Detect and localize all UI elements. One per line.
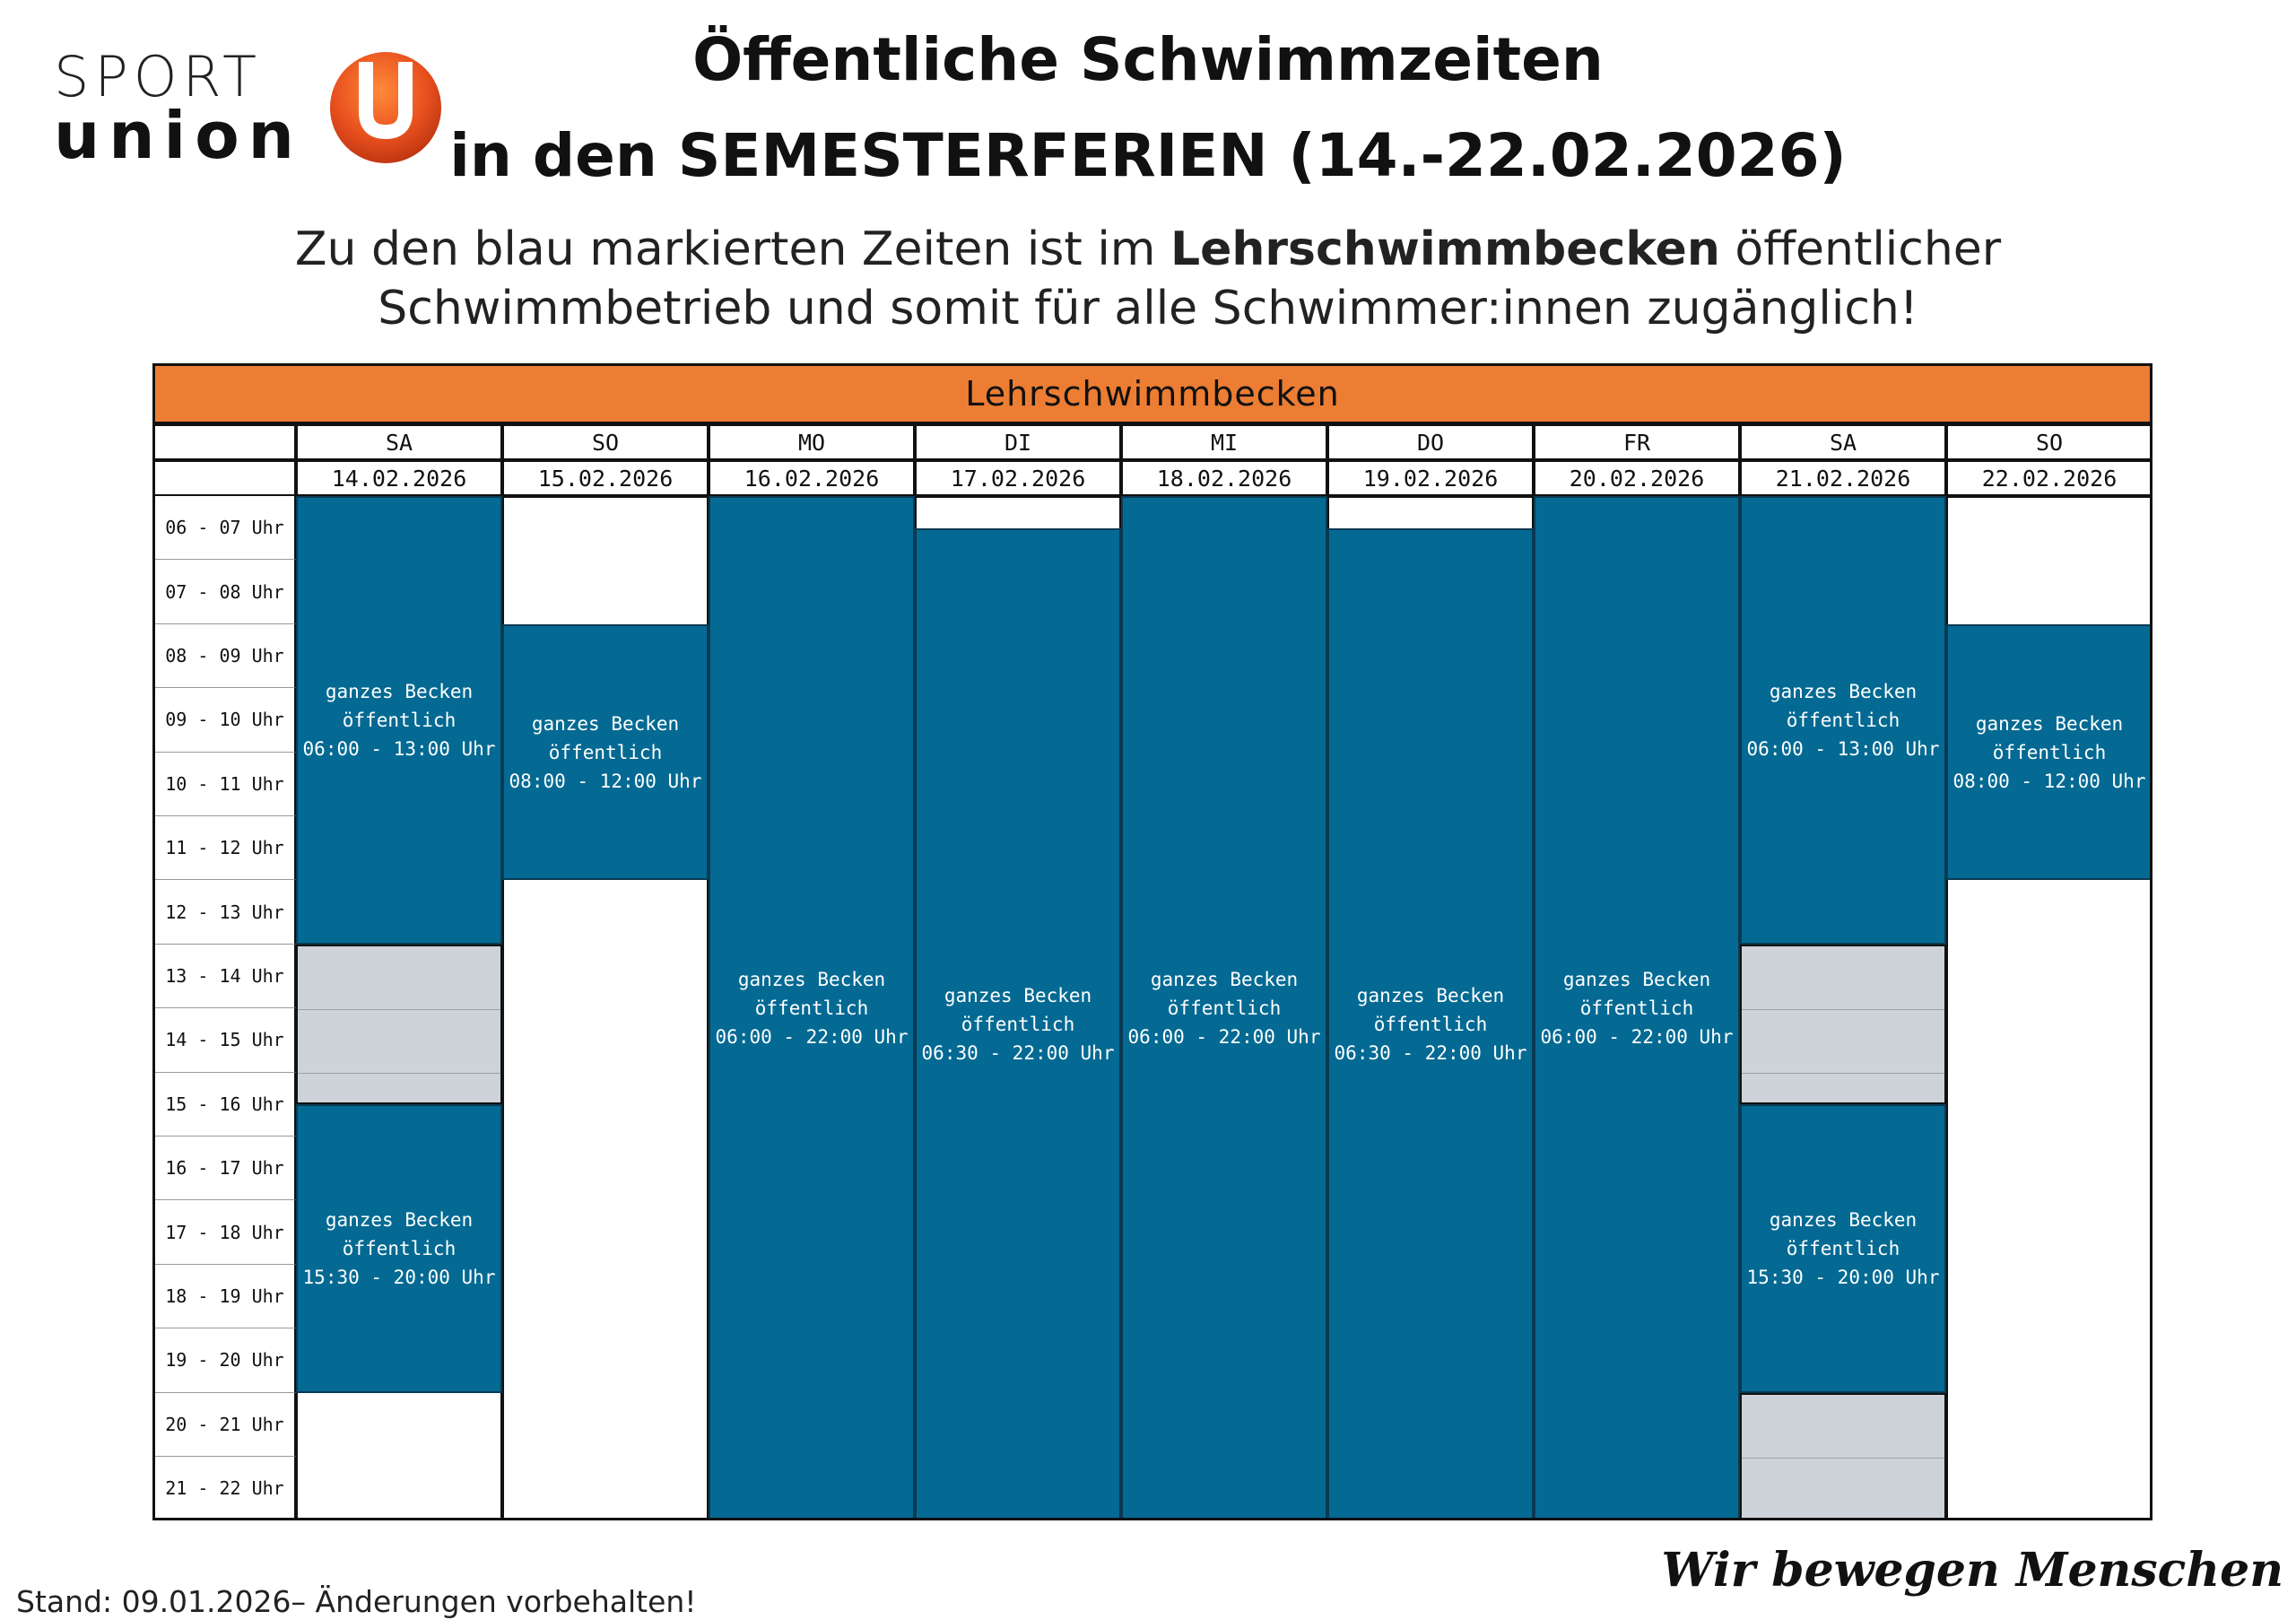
subtitle: [179, 220, 2117, 338]
hour-label: 10 - 11 Uhr: [152, 753, 296, 816]
block-label: ganzes Becken: [531, 712, 680, 735]
hour-label: 12 - 13 Uhr: [152, 880, 296, 944]
pool-header: Lehrschwimmbecken: [152, 363, 2152, 424]
block-label: ganzes Becken: [1562, 969, 1711, 991]
day-header: SA: [1740, 424, 1946, 460]
hour-label: 13 - 14 Uhr: [152, 945, 296, 1008]
date-header: 22.02.2026: [1946, 460, 2152, 496]
public-swim-block: [1946, 624, 2152, 881]
public-swim-block: [502, 624, 709, 881]
schedule-table: [152, 363, 2152, 1520]
date-header: 18.02.2026: [1121, 460, 1327, 496]
date-header: 19.02.2026: [1327, 460, 1534, 496]
block-time: 15:30 - 20:00 Uhr: [302, 1266, 496, 1288]
subtitle-part2: öffentlicher: [1719, 222, 2002, 276]
block-label: ganzes Becken: [1150, 969, 1299, 991]
block-label: öffentlich: [1786, 709, 1900, 731]
block-time: 08:00 - 12:00 Uhr: [509, 770, 702, 792]
logo-text-sport: SPORT: [54, 44, 262, 109]
block-label: ganzes Becken: [325, 1208, 474, 1231]
closed-block: [1740, 1393, 1946, 1521]
block-label: öffentlich: [548, 741, 663, 763]
block-label: öffentlich: [1992, 741, 2107, 763]
footer-stand: Stand: 09.01.2026– Änderungen vorbehalten!: [16, 1584, 697, 1619]
day-header: SO: [502, 424, 709, 460]
block-label: öffentlich: [342, 1237, 457, 1259]
day-header: MI: [1121, 424, 1327, 460]
public-swim-block: [296, 496, 502, 945]
page-title-line2: in den SEMESTERFERIEN (14.-22.02.2026): [449, 121, 1847, 190]
hour-label: 15 - 16 Uhr: [152, 1073, 296, 1137]
date-header: 20.02.2026: [1534, 460, 1740, 496]
day-header: MO: [709, 424, 915, 460]
block-label: öffentlich: [342, 709, 457, 731]
hour-label: 16 - 17 Uhr: [152, 1137, 296, 1200]
block-label: öffentlich: [1786, 1237, 1900, 1259]
block-label: ganzes Becken: [325, 680, 474, 702]
block-label: ganzes Becken: [1769, 680, 1918, 702]
block-time: 06:00 - 13:00 Uhr: [302, 737, 496, 760]
footer-slogan: Wir bewegen Menschen: [1661, 1543, 2283, 1598]
date-header: 16.02.2026: [709, 460, 915, 496]
header-corner-day: [152, 424, 296, 460]
block-label: öffentlich: [1373, 1014, 1488, 1036]
block-time: 06:30 - 22:00 Uhr: [921, 1042, 1115, 1065]
hour-label: 18 - 19 Uhr: [152, 1265, 296, 1328]
date-header: 21.02.2026: [1740, 460, 1946, 496]
block-label: öffentlich: [1579, 997, 1694, 1020]
subtitle-bold: Lehrschwimmbecken: [1170, 222, 1720, 276]
block-label: ganzes Becken: [737, 969, 886, 991]
public-swim-block: [1740, 1104, 1946, 1392]
subtitle-line2: Schwimmbetrieb und somit für alle Schwimmer:innen zugänglich!: [378, 282, 1918, 335]
day-header: DO: [1327, 424, 1534, 460]
block-label: ganzes Becken: [1356, 985, 1505, 1007]
block-time: 06:30 - 22:00 Uhr: [1334, 1042, 1527, 1065]
block-time: 06:00 - 22:00 Uhr: [1540, 1026, 1734, 1049]
hour-label: 20 - 21 Uhr: [152, 1393, 296, 1457]
date-header: 14.02.2026: [296, 460, 502, 496]
day-header: SA: [296, 424, 502, 460]
public-swim-block: [1534, 496, 1740, 1520]
closed-block: [1740, 945, 1946, 1105]
block-label: öffentlich: [754, 997, 869, 1020]
header-corner-date: [152, 460, 296, 496]
block-label: ganzes Becken: [944, 985, 1092, 1007]
hour-label: 17 - 18 Uhr: [152, 1200, 296, 1264]
block-time: 06:00 - 22:00 Uhr: [715, 1026, 909, 1049]
block-label: ganzes Becken: [1975, 712, 2124, 735]
closed-block: [296, 945, 502, 1105]
hour-label: 19 - 20 Uhr: [152, 1328, 296, 1392]
hour-label: 07 - 08 Uhr: [152, 560, 296, 623]
public-swim-block: [1327, 528, 1534, 1521]
block-time: 06:00 - 13:00 Uhr: [1746, 737, 1940, 760]
public-swim-block: [1740, 496, 1946, 945]
hour-label: 06 - 07 Uhr: [152, 496, 296, 560]
block-time: 06:00 - 22:00 Uhr: [1127, 1026, 1321, 1049]
day-header: SO: [1946, 424, 2152, 460]
hour-label: 21 - 22 Uhr: [152, 1457, 296, 1520]
day-header: FR: [1534, 424, 1740, 460]
date-header: 17.02.2026: [915, 460, 1121, 496]
logo-text-union: union: [54, 98, 303, 173]
page-title-line1: Öffentliche Schwimmzeiten: [692, 25, 1604, 94]
block-time: 08:00 - 12:00 Uhr: [1952, 770, 2146, 792]
hour-label: 14 - 15 Uhr: [152, 1008, 296, 1072]
block-label: öffentlich: [1167, 997, 1282, 1020]
date-header: 15.02.2026: [502, 460, 709, 496]
block-label: ganzes Becken: [1769, 1208, 1918, 1231]
block-time: 15:30 - 20:00 Uhr: [1746, 1266, 1940, 1288]
hour-label: 09 - 10 Uhr: [152, 688, 296, 752]
public-swim-block: [296, 1104, 502, 1392]
subtitle-part1: Zu den blau markierten Zeiten ist im: [294, 222, 1170, 276]
day-header: DI: [915, 424, 1121, 460]
hour-label: 11 - 12 Uhr: [152, 816, 296, 880]
public-swim-block: [1121, 496, 1327, 1520]
public-swim-block: [709, 496, 915, 1520]
public-swim-block: [915, 528, 1121, 1521]
block-label: öffentlich: [961, 1014, 1075, 1036]
hour-label: 08 - 09 Uhr: [152, 624, 296, 688]
